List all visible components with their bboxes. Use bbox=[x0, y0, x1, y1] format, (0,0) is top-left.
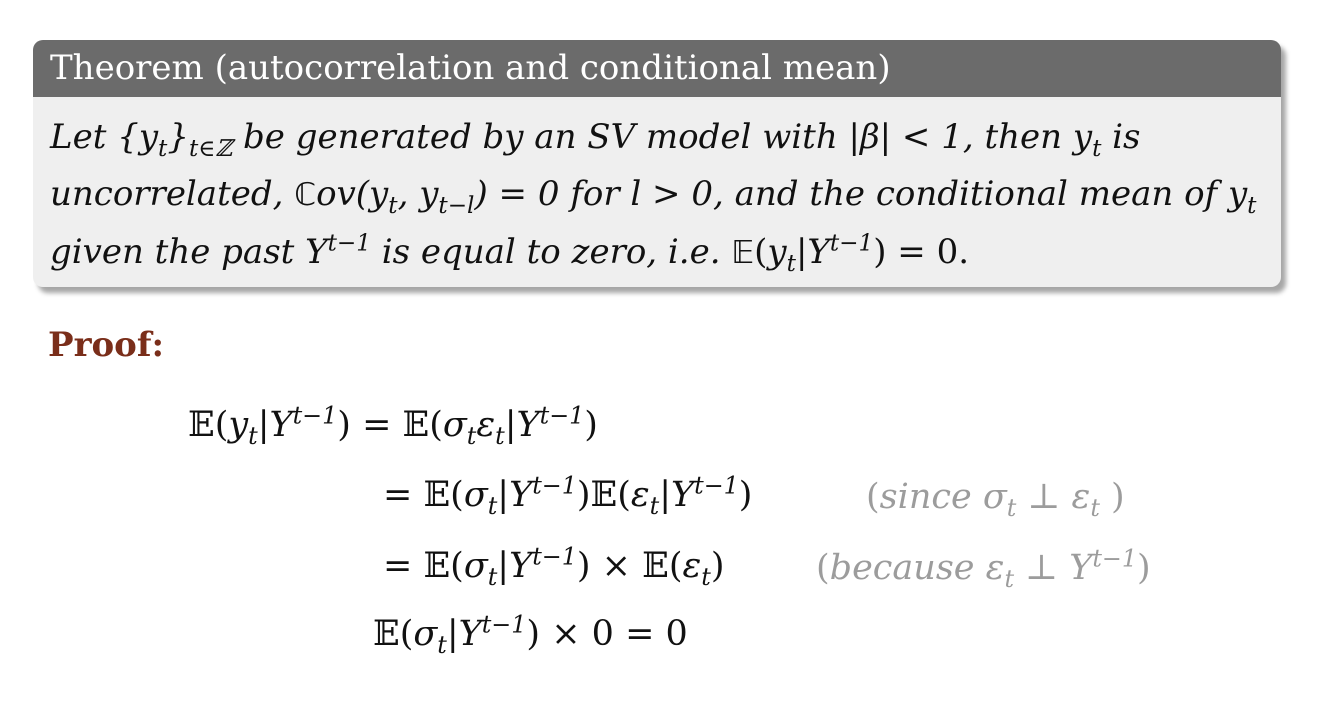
proof-note-3: (because $\varepsilon_t$ ⊥ $Y^{t-1}$) bbox=[816, 544, 1151, 593]
theorem-line-1: Let $\{y_t\}_{t\in ℤ}$ be generated by an SV model with |β| < 1, then $y_t$ is bbox=[50, 117, 1141, 162]
theorem-statement bbox=[33, 97, 1281, 282]
theorem-line-2: uncorrelated, $ℂov(y_t$, $y_{t-l}) = 0$ for l > 0, and the conditional mean of $y_t$ bbox=[50, 174, 1257, 219]
proof-equation-2: = $�(\sigma_t|Y^{t-1})�(\varepsilon_t|Y^{t-1})$ bbox=[383, 471, 753, 520]
theorem-block bbox=[33, 40, 1281, 287]
theorem-line-3: given the past $Y^{t-1}$ is equal to zero, i.e. $𝔼(y_t|Y^{t-1}) = 0$. bbox=[50, 230, 970, 277]
proof-equation-4: $�(\sigma_t|Y^{t-1}) \times 0 = 0$ bbox=[373, 610, 688, 659]
proof-note-2: (since $\sigma_t$ ⊥ $\varepsilon_t$ ) bbox=[866, 477, 1125, 522]
proof-label: Proof: bbox=[48, 325, 165, 365]
proof-equation-1: $�(y_t|Y^{t-1})$ = $�(\sigma_t\varepsilon_t|Y^{t-1})$ bbox=[188, 401, 598, 450]
proof-equation-3: = $�(\sigma_t|Y^{t-1})$ × $�(\varepsilon_t)$ bbox=[383, 542, 725, 591]
theorem-title: Theorem (autocorrelation and conditional mean) bbox=[33, 40, 1281, 97]
